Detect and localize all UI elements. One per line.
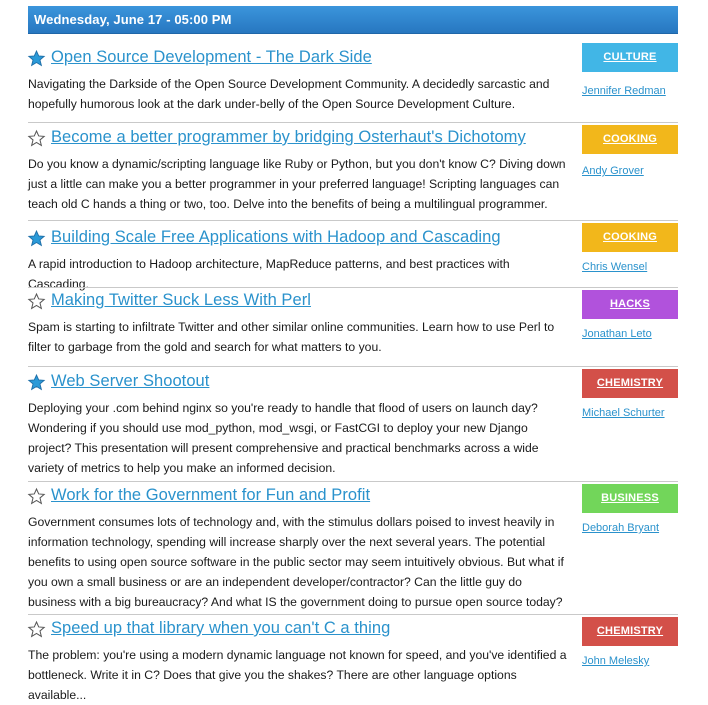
session-item: [28, 287, 678, 365]
speaker-link[interactable]: Deborah Bryant: [582, 522, 660, 534]
session-description: The problem: you're using a modern dynamic language not known for speed, and you've identified a bottleneck. Write it in C? Does that give you the shakes? There are other language options available...: [28, 648, 567, 702]
session-title-link[interactable]: Making Twitter Suck Less With Perl: [51, 291, 311, 309]
speaker-link[interactable]: Jennifer Redman: [582, 85, 666, 97]
speaker-link[interactable]: Andy Grover: [582, 165, 644, 177]
category-badge[interactable]: CULTURE: [582, 43, 678, 72]
session-title-link[interactable]: Web Server Shootout: [51, 372, 210, 390]
session-title-link[interactable]: Work for the Government for Fun and Profit: [51, 486, 371, 504]
category-badge[interactable]: COOKING: [582, 125, 678, 154]
star-outline-icon[interactable]: [28, 130, 45, 147]
star-outline-icon[interactable]: [28, 488, 45, 505]
speaker-link[interactable]: Chris Wensel: [582, 261, 648, 273]
category-badge[interactable]: CHEMISTRY: [582, 617, 678, 646]
session-description: Government consumes lots of technology and, with the stimulus dollars poised to invest heavily in information technology, spending will increase sharply over the next several years. The potential benefits to using open source software in the public sector may seem intuitively obvious. But what if you own a small business or are an independent developer/contractor? Can the little guy do business with a big bureaucracy? And what IS the government doing to pursue open source today?: [28, 515, 564, 609]
session-item: [28, 366, 678, 480]
star-filled-icon[interactable]: [28, 230, 45, 247]
speaker-link[interactable]: John Melesky: [582, 655, 650, 667]
session-item: [28, 614, 678, 702]
session-title-link[interactable]: Speed up that library when you can't C a thing: [51, 619, 391, 637]
day-header-label: Wednesday, June 17 - 05:00 PM: [34, 12, 232, 27]
session-description: A rapid introduction to Hadoop architecture, MapReduce patterns, and best practices with Cascading.: [28, 257, 510, 291]
star-outline-icon[interactable]: [28, 621, 45, 638]
session-item: [28, 122, 678, 218]
session-description: Do you know a dynamic/scripting language like Ruby or Python, but you don't know C? Diving down just a little can make you a better programmer in your preferred language! Scripting languages can teach old C hands a thing or two, too. Delve into the benefits of being a multilingual programmer.: [28, 157, 566, 211]
session-title-link[interactable]: Become a better programmer by bridging Osterhaut's Dichotomy: [51, 128, 526, 146]
session-description: Spam is starting to infiltrate Twitter and other similar online communities. Learn how to use Perl to filter to garbage from the gold and search for what matters to you.: [28, 320, 555, 354]
star-filled-icon[interactable]: [28, 374, 45, 391]
speaker-link[interactable]: Jonathan Leto: [582, 328, 652, 340]
session-item: [28, 38, 678, 118]
session-item: [28, 220, 678, 291]
day-header: [28, 6, 678, 34]
category-badge[interactable]: COOKING: [582, 223, 678, 252]
category-badge[interactable]: BUSINESS: [582, 484, 678, 513]
session-title-link[interactable]: Open Source Development - The Dark Side: [51, 48, 372, 66]
category-badge[interactable]: CHEMISTRY: [582, 369, 678, 398]
star-filled-icon[interactable]: [28, 50, 45, 67]
speaker-link[interactable]: Michael Schurter: [582, 407, 665, 419]
session-title-link[interactable]: Building Scale Free Applications with Hadoop and Cascading: [51, 228, 501, 246]
star-outline-icon[interactable]: [28, 293, 45, 310]
session-description: Deploying your .com behind nginx so you're ready to handle that flood of users on launch day? Wondering if you should use mod_python, mod_wsgi, or FastCGI to deploy your new Django project? This presentation will present comprehensive and practical benchmarks across a wide variety of metrics to help you make an informed decision.: [28, 401, 539, 475]
category-badge[interactable]: HACKS: [582, 290, 678, 319]
session-item: [28, 481, 678, 613]
session-description: Navigating the Darkside of the Open Source Development Community. A decidedly sarcastic and hopefully humorous look at the dark under-belly of the Open Source Development Culture.: [28, 77, 550, 111]
